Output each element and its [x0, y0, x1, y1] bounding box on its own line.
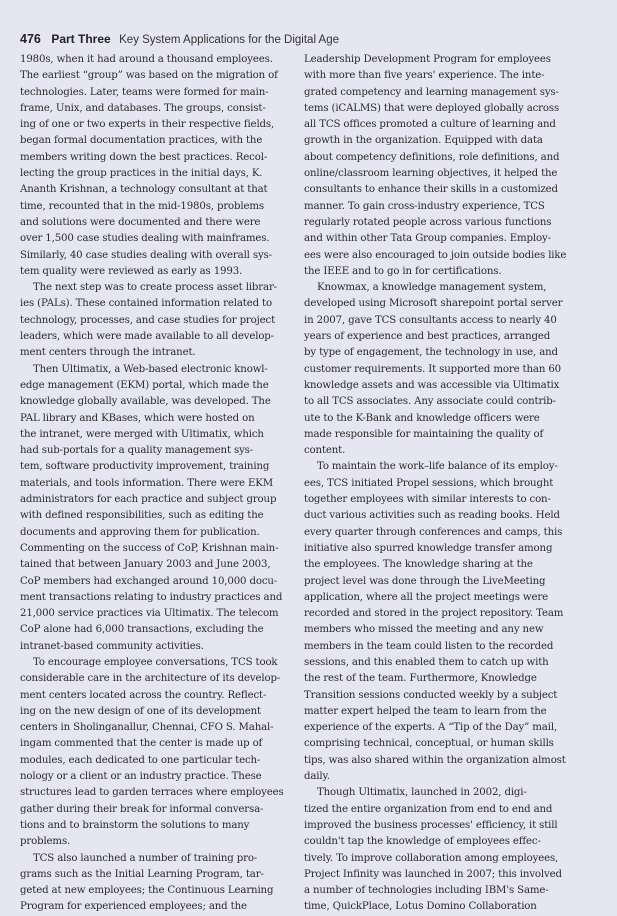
text-line: members who missed the meeting and any new: [304, 624, 544, 636]
text-line: structures lead to garden terraces where employees: [20, 787, 284, 799]
text-line: intranet-based community activities.: [20, 640, 204, 652]
text-line: improved the business processes' efficiency, it still: [304, 819, 558, 831]
section-title: Key System Applications for the Digital Age: [119, 34, 340, 46]
text-line: ute to the K-Bank and knowledge officers were: [304, 412, 540, 424]
text-line: consultants to enhance their skills in a customized: [304, 184, 558, 196]
text-line: sessions, and this enabled them to catch up with: [304, 656, 549, 668]
text-line: ees, TCS initiated Propel sessions, which brought: [304, 477, 554, 489]
text-line: Ananth Krishnan, a technology consultant at that: [20, 184, 268, 196]
part-label: Part Three: [51, 32, 111, 46]
text-line: all TCS offices promoted a culture of learning and: [304, 119, 556, 131]
text-line: a number of technologies including IBM's Same-: [304, 885, 549, 897]
text-line: geted at new employees; the Continuous Learning: [20, 885, 274, 897]
text-line: content.: [304, 445, 346, 457]
text-line: the intranet, were merged with Ultimatix, which: [20, 428, 264, 440]
text-line: time, recounted that in the mid-1980s, problems: [20, 200, 264, 212]
text-line: Similarly, 40 case studies dealing with overall sys-: [20, 249, 272, 261]
running-header: [20, 30, 339, 48]
text-line: manner. To gain cross-industry experience, TCS: [304, 200, 545, 212]
text-line: knowledge assets and was accessible via Ultimatix: [304, 379, 560, 391]
page-number: 476: [20, 32, 41, 46]
text-line: Project Infinity was launched in 2007; this involved: [304, 868, 562, 880]
text-line: edge management (EKM) portal, which made the: [20, 379, 269, 391]
text-line: leaders, which were made available to all develop-: [20, 331, 274, 343]
text-line: gather during their break for informal conversa-: [20, 803, 264, 815]
text-line: every quarter through conferences and camps, this: [304, 526, 563, 538]
text-line: the IEEE and to go in for certifications.: [304, 265, 502, 277]
text-line: initiative also spurred knowledge transfer among: [304, 542, 553, 554]
text-line: and solutions were documented and there were: [20, 216, 261, 228]
text-line: members in the team could listen to the recorded: [304, 640, 554, 652]
text-line: tem quality were reviewed as early as 1993.: [20, 265, 243, 277]
text-line: To maintain the work–life balance of its employ-: [317, 461, 558, 473]
text-line: PAL library and KBases, which were hosted on: [20, 412, 255, 424]
text-line: problems.: [20, 836, 71, 848]
text-line: nology or a client or an industry practice. These: [20, 771, 262, 783]
text-line: experience of the experts. A “Tip of the Day” mail,: [304, 722, 558, 734]
text-line: administrators for each practice and subject group: [20, 494, 277, 506]
text-line: Program for experienced employees; and the: [20, 901, 247, 913]
text-line: over 1,500 case studies dealing with mainframes.: [20, 233, 270, 245]
text-line: considerable care in the architecture of its develop-: [20, 673, 281, 685]
text-line: tem, software productivity improvement, training: [20, 461, 270, 473]
text-line: tions and to brainstorm the solutions to many: [20, 819, 250, 831]
text-line: centers in Sholinganallur, Chennai, CFO S. Mahal-: [20, 722, 274, 734]
text-line: couldn't tap the knowledge of employees effec-: [304, 836, 541, 848]
text-line: 1980s, when it had around a thousand employees.: [20, 54, 273, 65]
text-line: in 2007, gave TCS consultants access to nearly 40: [304, 314, 557, 326]
text-line: comprising technical, conceptual, or human skills: [304, 738, 554, 750]
text-line: Transition sessions conducted weekly by a subject: [304, 689, 558, 701]
text-line: ies (PALs). These contained information related to: [20, 298, 272, 310]
text-line: to all TCS associates. Any associate could contrib-: [304, 396, 556, 408]
text-line: CoP members had exchanged around 10,000 docu-: [20, 575, 278, 587]
text-line: Knowmax, a knowledge management system,: [317, 282, 547, 294]
text-line: Commenting on the success of CoP, Krishnan main-: [20, 542, 279, 554]
text-line: together employees with similar interests to con-: [304, 494, 551, 506]
text-line: ees were also encouraged to join outside bodies like: [304, 249, 567, 261]
text-line: made responsible for maintaining the quality of: [304, 428, 544, 440]
text-line: with more than five years' experience. The inte-: [304, 70, 545, 82]
text-line: ingam commented that the center is made up of: [20, 738, 263, 750]
text-line: lecting the group practices in the initial days, K.: [20, 168, 263, 180]
text-line: grated competency and learning management sys-: [304, 86, 559, 98]
text-line: technology, processes, and case studies for project: [20, 314, 276, 326]
text-line: tively. To improve collaboration among employees,: [304, 852, 559, 864]
text-line: ment centers located across the country. Reflect-: [20, 689, 267, 701]
text-line: had sub-portals for a quality management sys-: [20, 445, 254, 457]
left-column: [20, 52, 300, 916]
text-line: To encourage employee conversations, TCS took: [33, 656, 278, 668]
text-line: growth in the organization. Equipped with data: [304, 135, 543, 147]
text-line: time, QuickPlace, Lotus Domino Collaboration: [304, 901, 537, 913]
text-line: tips, was also shared within the organization almost: [304, 754, 566, 766]
text-line: duct various activities such as reading books. Held: [304, 510, 560, 522]
text-line: grams such as the Initial Learning Program, tar-: [20, 868, 264, 880]
text-line: materials, and tools information. There were EKM: [20, 477, 274, 489]
text-line: tems (iCALMS) that were deployed globally across: [304, 102, 560, 114]
text-line: Though Ultimatix, launched in 2002, digi-: [317, 787, 527, 799]
text-line: application, where all the project meetings were: [304, 591, 548, 603]
text-line: online/classroom learning objectives, it helped the: [304, 168, 558, 180]
text-line: ment transactions relating to industry practices and: [20, 591, 283, 603]
right-column: [304, 52, 584, 916]
text-line: ing of one or two experts in their respective fields,: [20, 119, 275, 131]
text-line: began formal documentation practices, with the: [20, 135, 263, 147]
text-line: the rest of the team. Furthermore, Knowledge: [304, 673, 537, 685]
text-line: with defined responsibilities, such as editing the: [20, 510, 264, 522]
text-line: tized the entire organization from end to end and: [304, 803, 553, 815]
text-line: daily.: [304, 771, 330, 783]
text-line: ment centers through the intranet.: [20, 347, 196, 359]
text-line: technologies. Later, teams were formed for main-: [20, 86, 269, 98]
text-line: about competency definitions, role definitions, and: [304, 151, 560, 163]
text-line: ing on the new design of one of its development: [20, 705, 261, 717]
text-line: documents and approving them for publication.: [20, 526, 260, 538]
text-line: Then Ultimatix, a Web-based electronic knowl-: [33, 363, 268, 375]
text-line: customer requirements. It supported more than 60: [304, 363, 562, 375]
text-line: knowledge globally available, was developed. The: [20, 396, 271, 408]
text-line: developed using Microsoft sharepoint portal server: [304, 298, 563, 310]
text-line: The earliest “group” was based on the migration of: [20, 70, 278, 82]
text-line: The next step was to create process asset librar-: [33, 282, 277, 294]
text-line: tained that between January 2003 and June 2003,: [20, 559, 271, 571]
text-line: TCS also launched a number of training pro-: [33, 852, 258, 864]
text-line: the employees. The knowledge sharing at the: [304, 559, 533, 571]
text-line: matter expert helped the team to learn from the: [304, 705, 547, 717]
text-line: recorded and stored in the project repository. Team: [304, 608, 564, 620]
text-line: regularly rotated people across various functions: [304, 216, 552, 228]
text-line: by type of engagement, the technology in use, and: [304, 347, 558, 359]
text-line: project level was done through the LiveMeeting: [304, 575, 546, 587]
text-line: CoP alone had 6,000 transactions, excluding the: [20, 624, 264, 636]
text-line: frame, Unix, and databases. The groups, consist-: [20, 102, 266, 114]
text-line: Leadership Development Program for employees: [304, 54, 551, 65]
text-line: years of experience and best practices, arranged: [304, 331, 551, 343]
text-line: modules, each dedicated to one particular tech-: [20, 754, 261, 766]
text-line: 21,000 service practices via Ultimatix. The telecom: [20, 608, 279, 620]
text-line: members writing down the best practices. Recol-: [20, 151, 268, 163]
text-line: and within other Tata Group companies. Employ-: [304, 233, 551, 245]
